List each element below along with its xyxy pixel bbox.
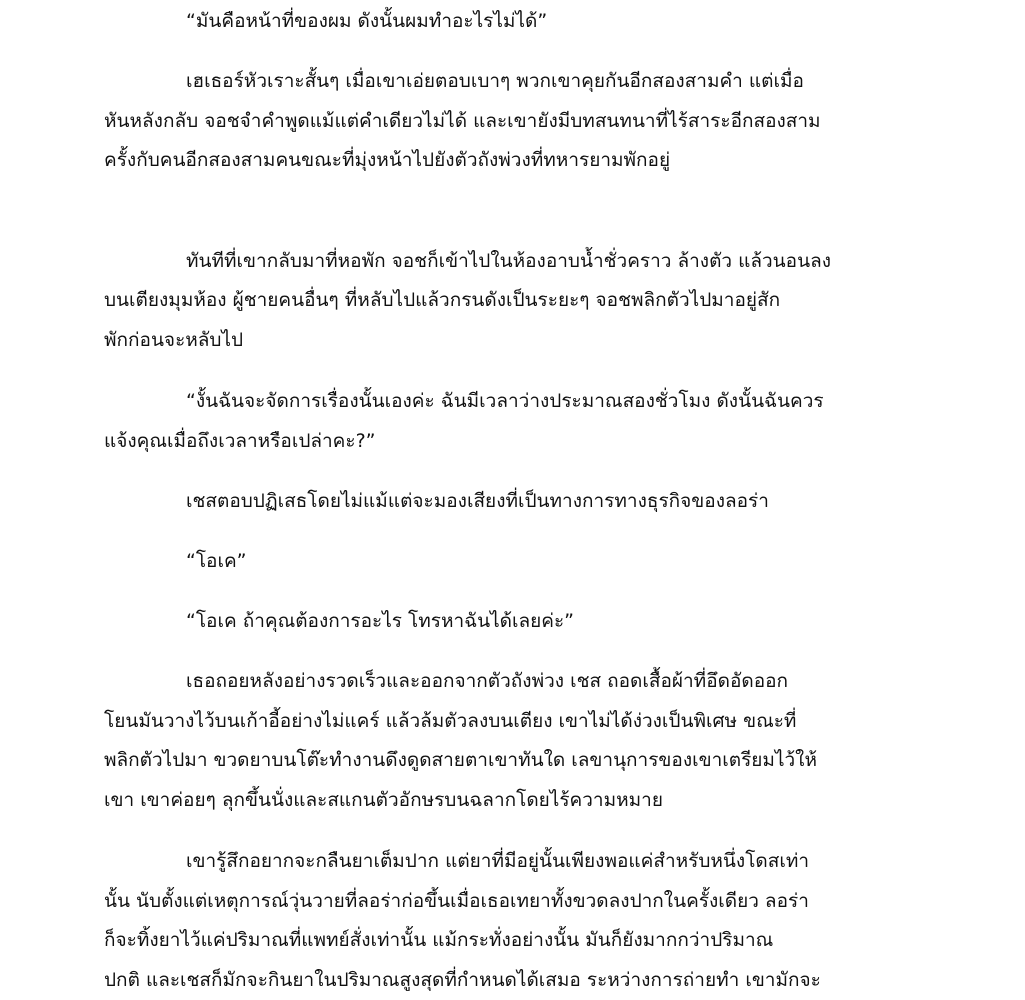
paragraph-7-line-1: “โอเค ถ้าคุณต้องการอะไร โทรหาฉันได้เลยค่ะ”: [186, 610, 575, 632]
paragraph-2-line-2: หันหลังกลับ จอชจำคำพูดแม้แต่คำเดียวไม่ได้ และเขายังมีบทสนทนาที่ไร้สาระอีกสองสาม: [104, 110, 821, 132]
paragraph-4-line-1: “งั้นฉันจะจัดการเรื่องนั้นเองค่ะ ฉันมีเวลาว่างประมาณสองชั่วโมง ดังนั้นฉันควร: [186, 390, 824, 412]
paragraph-5-line-1: เชสตอบปฏิเสธโดยไม่แม้แต่จะมองเสียงที่เป็นทางการทางธุรกิจของลอร่า: [186, 490, 769, 512]
paragraph-3-line-3: พักก่อนจะหลับไป: [104, 329, 244, 351]
paragraph-9-line-3: ก็จะทิ้งยาไว้แค่ปริมาณที่แพทย์สั่งเท่านั้น แม้กระทั่งอย่างนั้น มันก็ยังมากกว่าปริมาณ: [104, 929, 774, 951]
paragraph-4-line-2: แจ้งคุณเมื่อถึงเวลาหรือเปล่าคะ?”: [104, 430, 376, 452]
paragraph-8-line-4: เขา เขาค่อยๆ ลุกขึ้นนั่งและสแกนตัวอักษรบนฉลากโดยไร้ความหมาย: [104, 789, 663, 811]
paragraph-8-line-3: พลิกตัวไปมา ขวดยาบนโต๊ะทำงานดึงดูดสายตาเขาทันใด เลขานุการของเขาเตรียมไว้ให้: [104, 749, 817, 771]
paragraph-2-line-3: ครั้งกับคนอีกสองสามคนขณะที่มุ่งหน้าไปยังตัวถังพ่วงที่ทหารยามพักอยู่: [104, 149, 671, 171]
paragraph-9-line-1: เขารู้สึกอยากจะกลืนยาเต็มปาก แต่ยาที่มีอยู่นั้นเพียงพอแค่สำหรับหนึ่งโดสเท่า: [186, 850, 810, 872]
paragraph-2-line-1: เฮเธอร์หัวเราะสั้นๆ เมื่อเขาเอ่ยตอบเบาๆ พวกเขาคุยกันอีกสองสามคำ แต่เมื่อ: [186, 70, 804, 92]
paragraph-8-line-1: เธอถอยหลังอย่างรวดเร็วและออกจากตัวถังพ่วง เชส ถอดเสื้อผ้าที่อึดอัดออก: [186, 670, 789, 692]
paragraph-9-line-4: ปกติ และเชสก็มักจะกินยาในปริมาณสูงสุดที่กำหนดได้เสมอ ระหว่างการถ่ายทำ เขามักจะ: [104, 969, 821, 991]
paragraph-3-line-2: บนเตียงมุมห้อง ผู้ชายคนอื่นๆ ที่หลับไปแล้วกรนดังเป็นระยะๆ จอชพลิกตัวไปมาอยู่สัก: [104, 289, 781, 311]
paragraph-8-line-2: โยนมันวางไว้บนเก้าอี้อย่างไม่แคร์ แล้วล้มตัวลงบนเตียง เขาไม่ได้ง่วงเป็นพิเศษ ขณะที่: [104, 710, 797, 732]
paragraph-3-line-1: ทันทีที่เขากลับมาที่หอพัก จอชก็เข้าไปในห้องอาบน้ำชั่วคราว ล้างตัว แล้วนอนลง: [186, 250, 831, 272]
paragraph-6-line-1: “โอเค”: [186, 550, 247, 572]
paragraph-1-line-1: “มันคือหน้าที่ของผม ดังนั้นผมทำอะไรไม่ได้”: [186, 10, 548, 32]
paragraph-9-line-2: นั้น นับตั้งแต่เหตุการณ์วุ่นวายที่ลอร่าก่อขึ้นเมื่อเธอเทยาทั้งขวดลงปากในครั้งเดียว ลอร่า: [104, 890, 809, 912]
